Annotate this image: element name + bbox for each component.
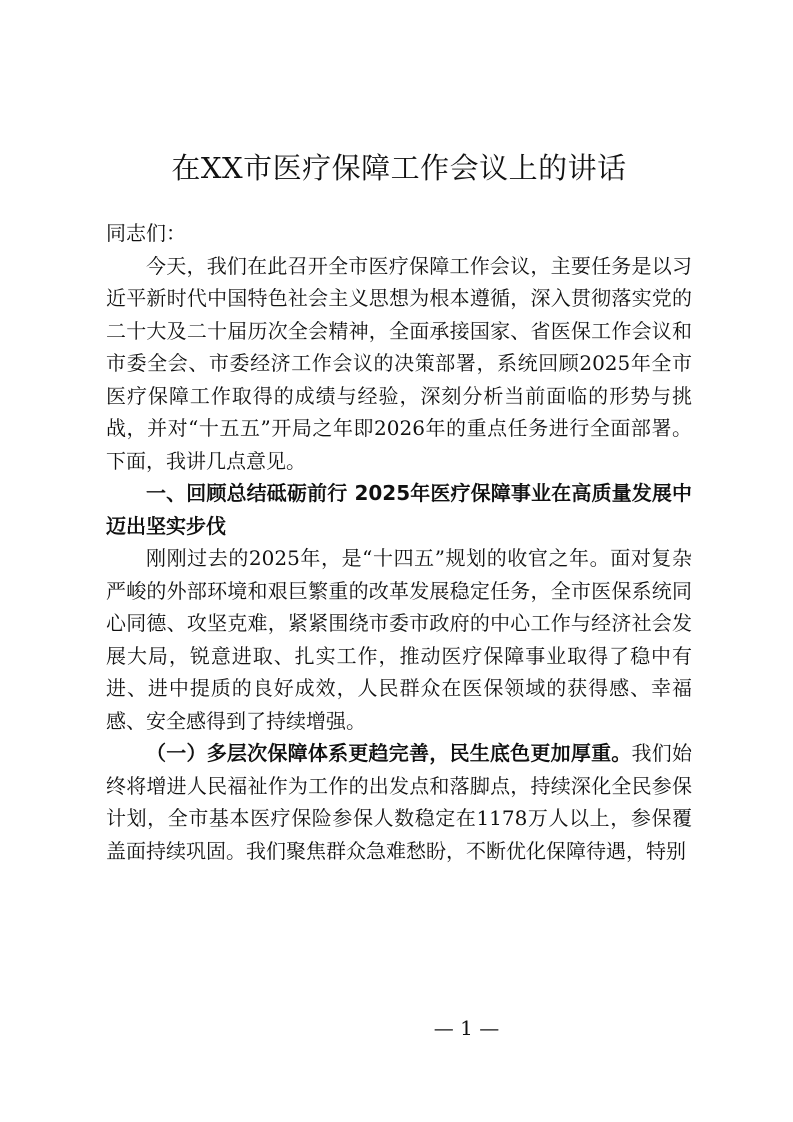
page-number: — 1 —: [433, 1016, 500, 1040]
section-heading-1: 一、回顾总结砥砺前行 2025年医疗保障事业在高质量发展中迈出坚实步伐: [106, 481, 692, 538]
subsection-1-text: 我们始终将增进人民福祉作为工作的出发点和落脚点，持续深化全民参保计划，全市基本医疗保险参保人数稳定在1178万人以上，参保覆盖面持续巩固。我们聚焦群众急难愁盼，不断优化保障待遇，特别: [106, 741, 693, 863]
section-1-paragraph: 刚刚过去的2025年，是“十四五”规划的收官之年。面对复杂严峻的外部环境和艰巨繁重的改革发展稳定任务，全市医保系统同心同德、攻坚克难，紧紧围绕市委市政府的中心工作与经济社会发展大局，锐意进取、扎实工作，推动医疗保障事业取得了稳中有进、进中提质的良好成效，人民群众在医保领域的获得感、幸福感、安全感得到了持续增强。: [106, 546, 692, 733]
document-body: [106, 217, 692, 867]
subsection-1-paragraph: [106, 737, 692, 867]
salutation: 同志们：: [106, 221, 186, 245]
document-title: 在XX市医疗保障工作会议上的讲话: [171, 151, 627, 185]
subsection-1-lead: （一）多层次保障体系更趋完善，民生底色更加厚重。: [146, 741, 632, 765]
intro-paragraph: 今天，我们在此召开全市医疗保障工作会议，主要任务是以习近平新时代中国特色社会主义思想为根本遵循，深入贯彻落实党的二十大及二十届历次全会精神，全面承接国家、省医保工作会议和市委全会、市委经济工作会议的决策部署，系统回顾2025年全市医疗保障工作取得的成绩与经验，深刻分析当前面临的形势与挑战，并对“十五五”开局之年即2026年的重点任务进行全面部署。下面，我讲几点意见。: [106, 253, 692, 473]
